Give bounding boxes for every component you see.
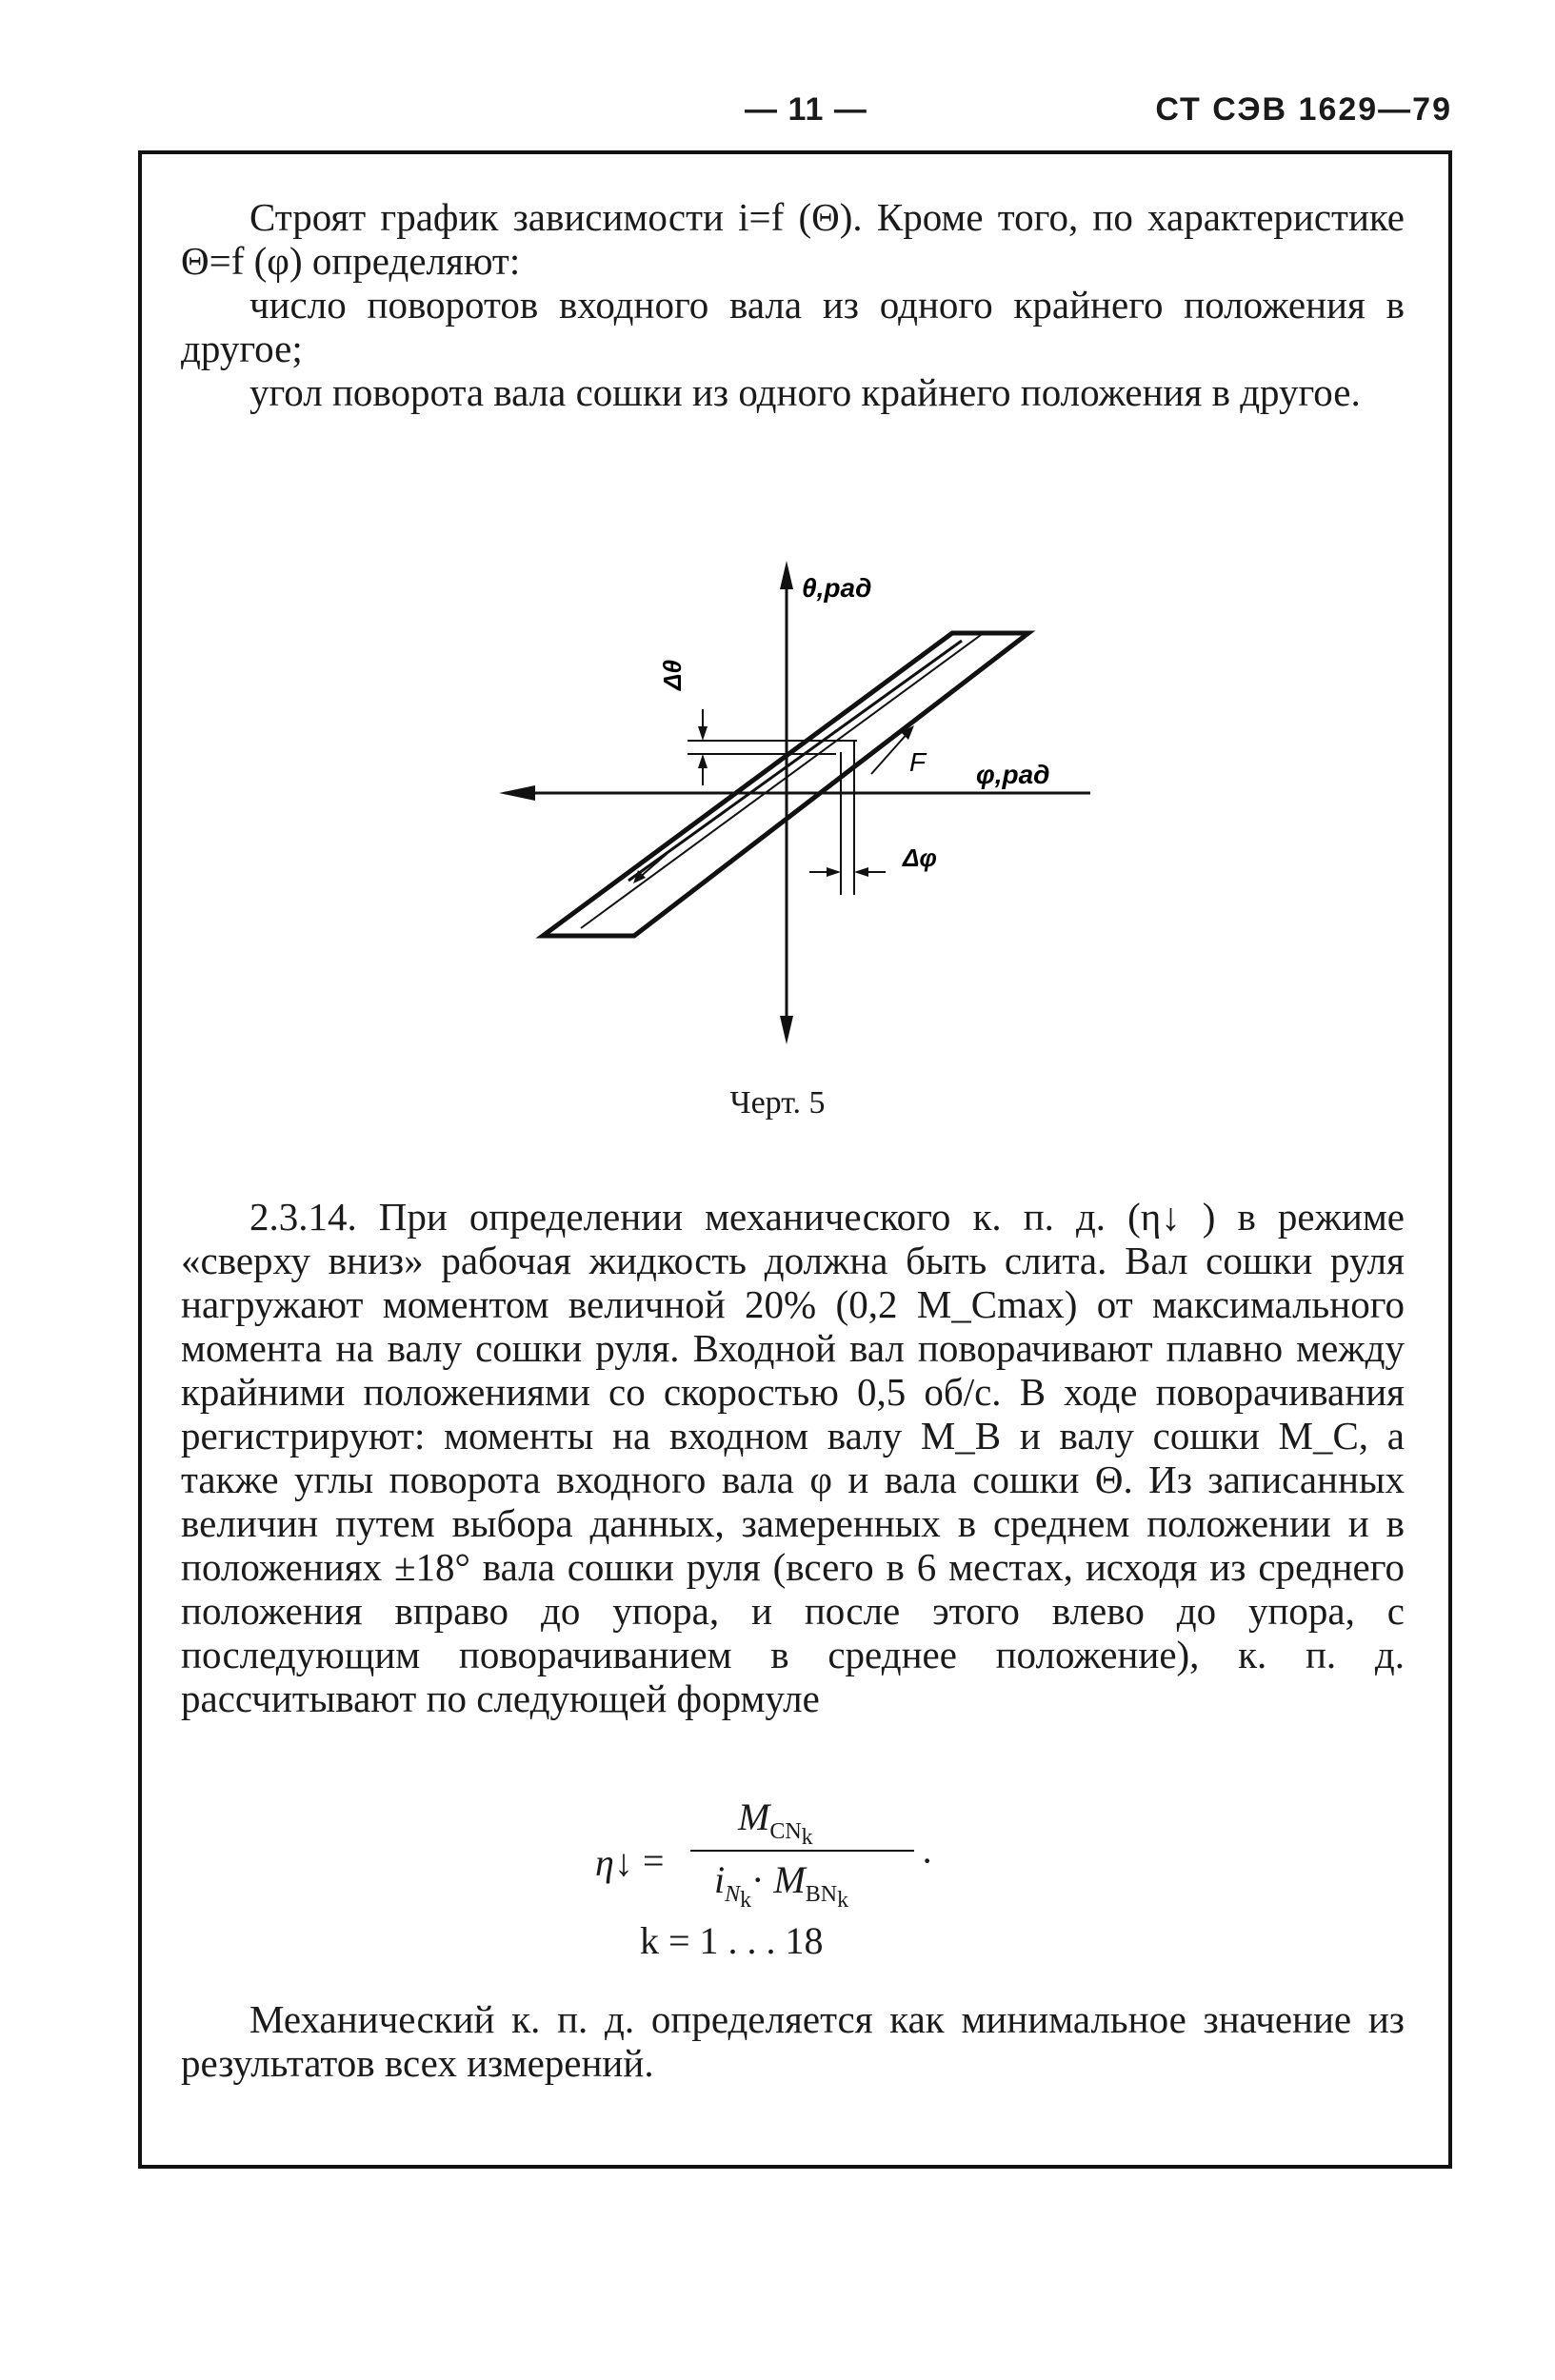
force-label: F [909, 747, 927, 777]
formula-equals: = [643, 1839, 665, 1882]
delta-phi-arrowhead-right [854, 867, 868, 877]
numerator-sub: CN [769, 1819, 802, 1844]
theta-axis-arrow-down [780, 1016, 793, 1044]
denominator-m-sub: BN [805, 1882, 838, 1907]
efficiency-formula [571, 1795, 1009, 1975]
denominator-m-subsub: k [837, 1887, 849, 1913]
paragraph-1: Строят график зависимости i=f (Θ). Кроме того, по характеристике Θ=f (φ) определяют: [181, 195, 1405, 283]
formula-k-range: k = 1 . . . 18 [640, 1919, 824, 1962]
conclusion-paragraph: Механический к. п. д. определяется как минимальное значение из результатов всех измерений. [181, 1997, 1405, 2085]
paragraph-2: число поворотов входного вала из одного крайнего положения в другое; [181, 283, 1405, 370]
formula-denominator [714, 1857, 848, 1914]
delta-theta-arrowhead-top [698, 726, 708, 741]
page-number: — 11 — [745, 91, 867, 128]
page-header [0, 91, 1555, 139]
delta-theta-arrowhead-bottom [698, 754, 708, 768]
delta-theta-label: Δθ [658, 660, 687, 690]
conclusion-text [181, 1997, 1405, 2085]
paragraph-3: угол поворота вала сошки из одного крайнего положения в другое. [249, 370, 1361, 414]
denominator-dot: · [751, 1858, 765, 1901]
theta-axis-label: θ,рад [802, 573, 872, 603]
standard-code: СТ СЭВ 1629—79 [1155, 91, 1452, 128]
denominator-i: i [714, 1858, 726, 1901]
fraction-bar [690, 1850, 914, 1852]
denominator-m: M [773, 1858, 806, 1901]
intro-text [181, 195, 1405, 414]
section-2-3-14-text: 2.3.14. При определении механического к. п. д. (η↓ ) в режиме «сверху вниз» рабочая жидкость должна быть слита. Вал сошки руля нагружают моментом величной 20% (0,2 M_Cmax) от максимального момента на валу сошки руля. Входной вал поворачивают плавно между крайними положениями со скоростью 0,5 об/с. В ходе поворачивания регистрируют: моменты на входном валу M_B и валу сошки M_C, а также углы поворота входного вала φ и вала сошки Θ. Из записанных величин путем выбора данных, замеренных в среднем положении и в положениях ±18° вала сошки руля (всего в 6 местах, исходя из среднего положения вправо до упора, и после этого влево до упора, с последующим поворачиванием в среднее положение), к. п. д. рассчитывают по следующей формуле [181, 1195, 1405, 1720]
phi-axis-arrow [499, 785, 535, 801]
loop-inner-line-2 [581, 635, 981, 928]
numerator-m: M [738, 1795, 770, 1838]
hysteresis-diagram [486, 557, 1114, 1061]
delta-phi-label: Δφ [903, 843, 937, 872]
formula-numerator [738, 1795, 813, 1851]
phi-axis-label: φ,рад [976, 760, 1050, 789]
denominator-i-sub: N [725, 1882, 741, 1907]
section-2-3-14 [181, 1195, 1405, 1720]
delta-phi-arrowhead-left [827, 867, 841, 877]
formula-lhs: η↓ [595, 1841, 633, 1884]
numerator-subsub: k [801, 1824, 813, 1850]
formula-trailing: · [921, 1839, 934, 1882]
denominator-i-subsub: k [740, 1887, 752, 1913]
theta-axis-arrow-up [780, 561, 793, 589]
figure-caption: Черт. 5 [729, 1085, 826, 1121]
